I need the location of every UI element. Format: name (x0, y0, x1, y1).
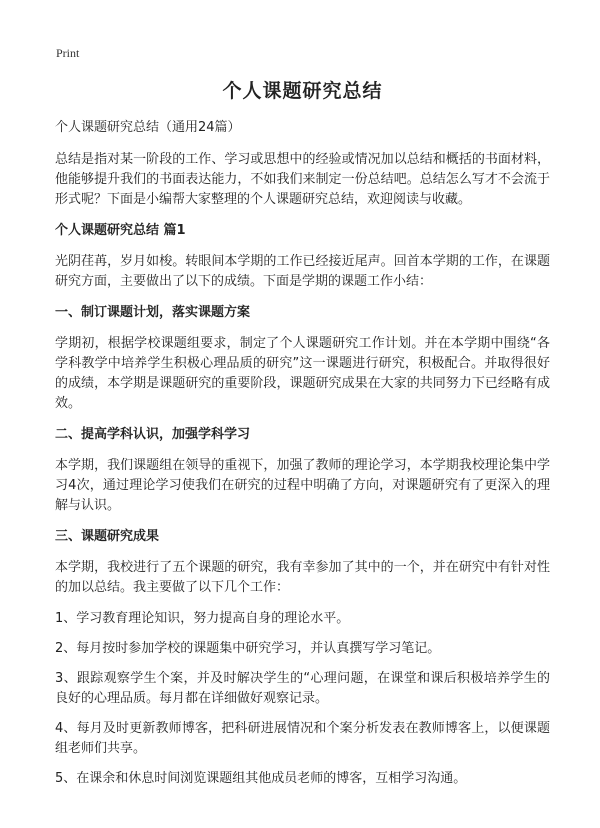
document-title: 个人课题研究总结 (222, 80, 383, 102)
section-body-2: 本学期，我们课题组在领导的重视下，加强了教师的理论学习，本学期我校理论集中学习4次，通过理论学习使我们在研究的过程中明确了方向，对课题研究有了更深入的理解与认识。 (55, 458, 550, 513)
work-item-4: 4、每月及时更新教师博客，把科研进展情况和个案分析发表在教师博客上，以便课题组老师们共享。 (55, 721, 550, 756)
document-page (55, 78, 550, 799)
section-body-1: 学期初，根据学校课题组要求，制定了个人课题研究工作计划。并在本学期中围绕“各学科教学中培养学生积极心理品质的研究”这一课题进行研究，积极配合。并取得很好的成绩，本学期是课题研究的重要阶段，课题研究成果在大家的共同努力下已经略有成效。 (55, 336, 550, 411)
work-item-1: 1、学习教育理论知识，努力提高自身的理论水平。 (55, 611, 350, 626)
article-intro-paragraph: 光阴荏苒，岁月如梭。转眼间本学期的工作已经接近尾声。回首本学期的工作，在课题研究方面，主要做出了以下的成绩。下面是学期的课题工作小结： (55, 254, 550, 289)
print-label[interactable]: Print (56, 46, 80, 60)
section-body-3: 本学期，我校进行了五个课题的研究，我有幸参加了其中的一个，并在研究中有针对性的加以总结。我主要做了以下几个工作： (55, 560, 550, 595)
section-heading-2: 二、提高学科认识，加强学科学习 (55, 427, 251, 442)
intro-paragraph: 总结是指对某一阶段的工作、学习或思想中的经验或情况加以总结和概括的书面材料，他能够提升我们的书面表达能力，不如我们来制定一份总结吧。总结怎么写才不会流于形式呢？下面是小编帮大家整理的个人课题研究总结，欢迎阅读与收藏。 (55, 152, 550, 207)
work-item-5: 5、在课余和休息时间浏览课题组其他成员老师的博客，互相学习沟通。 (55, 771, 467, 786)
document-subtitle: 个人课题研究总结（通用24篇） (55, 120, 241, 135)
section-heading-3: 三、课题研究成果 (55, 529, 160, 544)
section-heading-1: 一、制订课题计划，落实课题方案 (55, 305, 251, 320)
work-item-2: 2、每月按时参加学校的课题集中研究学习，并认真撰写学习笔记。 (55, 641, 441, 656)
work-item-3: 3、跟踪观察学生个案，并及时解决学生的“心理问题，在课堂和课后积极培养学生的良好的心理品质。每月都在详细做好观察记录。 (55, 671, 550, 706)
article-heading: 个人课题研究总结 篇1 (55, 223, 186, 238)
